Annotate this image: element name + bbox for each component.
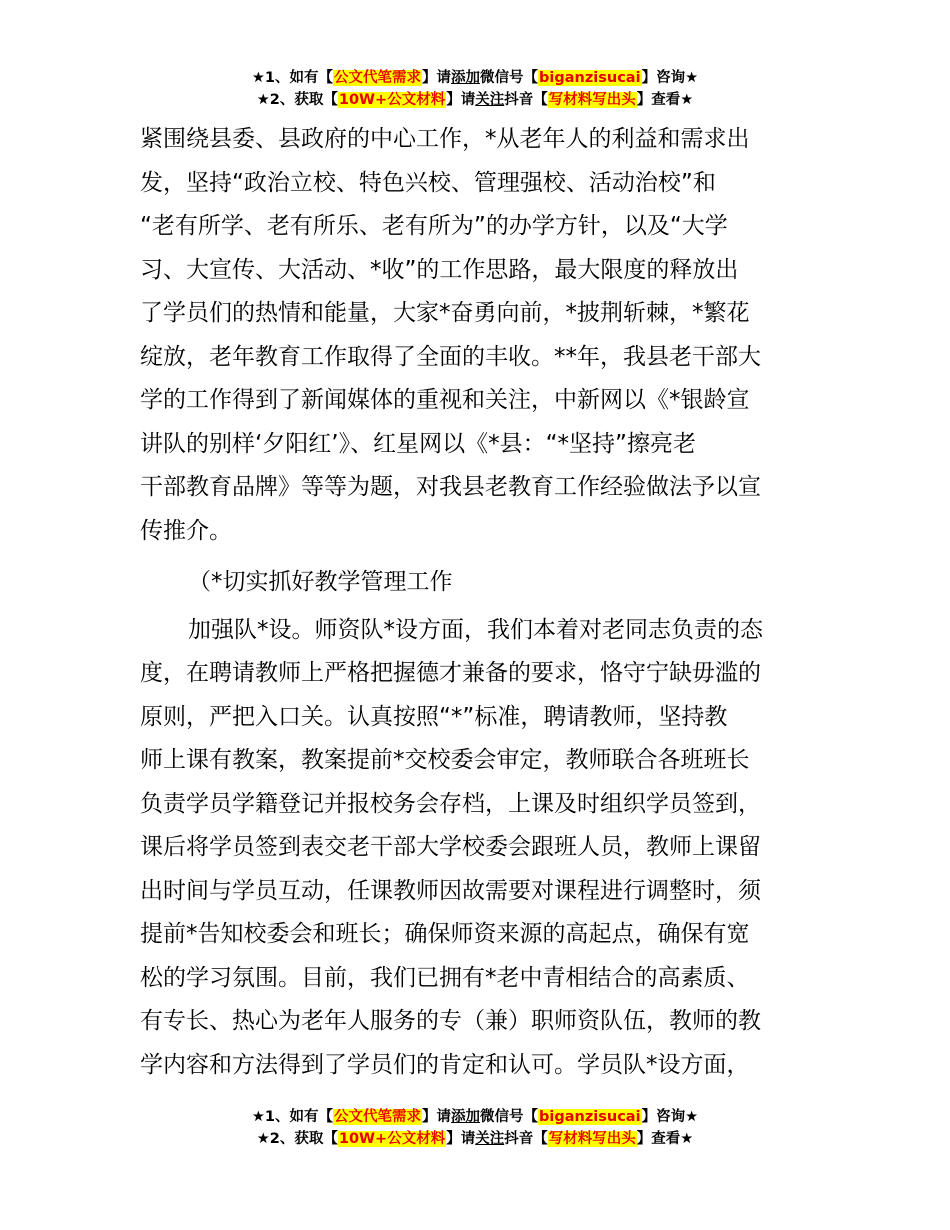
banner-underline: 添加	[451, 70, 481, 86]
text-line: 有专长、热心为老年人服务的专（兼）职师资队伍，教师的教	[140, 1008, 761, 1034]
section-heading	[140, 561, 812, 605]
banner-text: 】咨询★	[641, 1109, 699, 1125]
banner-text: 】请	[446, 92, 476, 108]
banner-text: 】请	[446, 1131, 476, 1147]
banner-text: 抖音【	[504, 92, 548, 108]
text-line: “老有所学、老有所乐、老有所为”的办学方针，以及“大学	[140, 213, 728, 239]
banner-text: 】查看★	[636, 1131, 694, 1147]
banner-highlight: 公文代笔需求	[334, 1109, 422, 1125]
text-line: 学的工作得到了新闻媒体的重视和关注，中新网以《*银龄宣	[140, 387, 750, 413]
text-line: 师上课有教案，教案提前*交校委会审定，教师联合各班班长	[140, 747, 750, 773]
banner-line-2	[0, 89, 950, 111]
banner-text: 】请	[422, 1109, 452, 1125]
text-line: 干部教育品牌》等等为题，对我县老教育工作经验做法予以宣	[140, 474, 761, 500]
text-line: 度，在聘请教师上严格把握德才兼备的要求，恪守宁缺毋滥的	[140, 660, 761, 686]
paragraph-1	[140, 118, 812, 553]
text-line: 负责学员学籍登记并报校务会存档，上课及时组织学员签到，	[140, 790, 761, 817]
text-line: 课后将学员签到表交老干部大学校委会跟班人员，教师上课留	[140, 834, 761, 860]
banner-text: 】咨询★	[641, 70, 699, 86]
banner-text: 微信号【	[480, 1109, 539, 1125]
text-line: 传推介。	[140, 517, 232, 544]
banner-line-1	[0, 1106, 950, 1128]
document-body	[140, 118, 812, 1087]
banner-highlight: 10W+公文材料	[338, 92, 446, 108]
banner-highlight: 写材料写出头	[548, 92, 636, 108]
banner-underline: 添加	[451, 1109, 481, 1125]
banner-text: 微信号【	[480, 70, 539, 86]
banner-highlight: biganzisucai	[539, 70, 641, 86]
banner-text: ★1、如有【	[251, 70, 334, 86]
banner-text: ★2、获取【	[256, 1131, 338, 1147]
banner-line-1	[0, 67, 950, 89]
paragraph-2	[140, 609, 812, 1088]
banner-highlight: 10W+公文材料	[338, 1131, 446, 1147]
banner-line-2	[0, 1128, 950, 1150]
banner-text: 】查看★	[636, 92, 694, 108]
banner-text: 抖音【	[504, 1131, 548, 1147]
text-line: 加强队*设。师资队*设方面，我们本着对老同志负责的态	[188, 616, 763, 643]
banner-text: ★2、获取【	[256, 92, 338, 108]
text-line: 了学员们的热情和能量，大家*奋勇向前，*披荆斩棘，*繁花	[140, 300, 750, 326]
text-line: 绽放，老年教育工作取得了全面的丰收。**年，我县老干部大	[140, 343, 761, 370]
text-line: 松的学习氛围。目前，我们已拥有*老中青相结合的高素质、	[140, 964, 750, 991]
banner-text: 】请	[422, 70, 452, 86]
text-line: 原则，严把入口关。认真按照“*”标准，聘请教师，坚持教	[140, 703, 728, 730]
text-line: 发，坚持“政治立校、特色兴校、管理强校、活动治校”和	[140, 169, 716, 196]
text-line: 习、大宣传、大活动、*收”的工作思路，最大限度的释放出	[140, 256, 739, 283]
heading-text: （*切实抓好教学管理工作	[188, 569, 453, 595]
banner-underline: 关注	[475, 1131, 505, 1147]
text-line: 学内容和方法得到了学员们的肯定和认可。学员队*设方面，	[140, 1051, 750, 1078]
banner-highlight: biganzisucai	[539, 1109, 641, 1125]
banner-highlight: 公文代笔需求	[334, 70, 422, 86]
text-line: 紧围绕县委、县政府的中心工作，*从老年人的利益和需求出	[140, 126, 750, 152]
footer-banner	[0, 1106, 950, 1150]
text-line: 讲队的别样‘夕阳红’》、红星网以《*县：“*坚持”擦亮老	[140, 430, 696, 457]
banner-underline: 关注	[475, 92, 505, 108]
header-banner	[0, 67, 950, 111]
text-line: 提前*告知校委会和班长；确保师资来源的高起点，确保有宽	[140, 921, 750, 947]
banner-highlight: 写材料写出头	[548, 1131, 636, 1147]
text-line: 出时间与学员互动，任课教师因故需要对课程进行调整时，须	[140, 877, 761, 904]
banner-text: ★1、如有【	[251, 1109, 334, 1125]
